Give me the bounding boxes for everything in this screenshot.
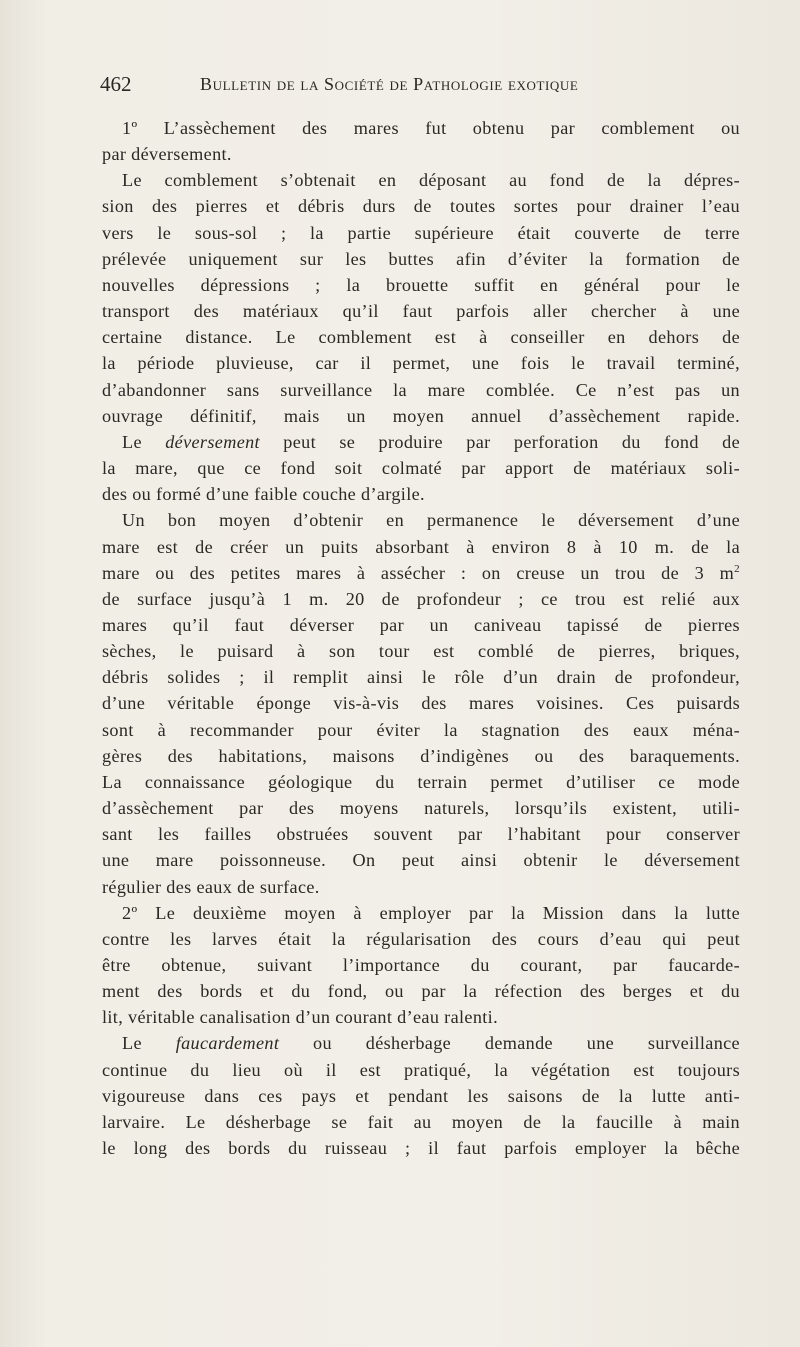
- text-line: [102, 560, 740, 586]
- text-line: prélevée uniquement sur les buttes afin d’éviter la formation de: [102, 248, 740, 269]
- text-span: peut se produire par perforation du fond de: [259, 431, 740, 452]
- text-line: Le comblement s’obtenait en déposant au fond de la dépres-: [122, 170, 740, 191]
- text-line: certaine distance. Le comblement est à conseiller en dehors de: [102, 327, 740, 348]
- text-span: Le: [122, 1033, 176, 1054]
- text-line: vers le sous-sol ; la partie supérieure était couverte de terre: [102, 222, 740, 243]
- text-line: la mare, que ce fond soit colmaté par apport de matériaux soli-: [102, 458, 740, 479]
- text-span: mare ou des petites mares à assécher : on creuse un trou de 3 m: [102, 562, 735, 583]
- text-line: ment des bords et du fond, ou par la réfection des berges et du: [102, 981, 740, 1002]
- text-line: d’abandonner sans surveillance la mare comblée. Ce n’est pas un: [102, 379, 740, 400]
- text-line: gères des habitations, maisons d’indigènes ou des baraquements.: [102, 745, 740, 766]
- text-line: La connaissance géologique du terrain permet d’utiliser ce mode: [102, 771, 740, 792]
- text-line: sont à recommander pour éviter la stagnation des eaux ména-: [102, 719, 740, 740]
- text-line: sant les failles obstruées souvent par l’habitant pour conserver: [102, 824, 740, 845]
- text-line: d’assèchement par des moyens naturels, lorsqu’ils existent, utili-: [102, 798, 740, 819]
- text-span: ou désherbage demande une surveillance: [279, 1033, 740, 1054]
- text-line: une mare poissonneuse. On peut ainsi obtenir le déversement: [102, 850, 740, 871]
- superscript: 2: [734, 562, 740, 575]
- text-line: d’une véritable éponge vis-à-vis des mares voisines. Ces puisards: [102, 693, 740, 714]
- text-line: mares qu’il faut déverser par un caniveau tapissé de pierres: [102, 614, 740, 635]
- text-line: vigoureuse dans ces pays et pendant les saisons de la lutte anti-: [102, 1085, 740, 1106]
- running-head: Bulletin de la Société de Pathologie exotique: [200, 74, 579, 94]
- text-line: débris solides ; il remplit ainsi le rôle d’un drain de profondeur,: [102, 667, 740, 688]
- page-number: 462: [100, 72, 132, 96]
- text-line: [102, 429, 740, 455]
- text-line: transport des matériaux qu’il faut parfois aller chercher à une: [102, 301, 740, 322]
- italic-term: déversement: [165, 431, 260, 452]
- text-line: contre les larves était la régularisation des cours d’eau qui peut: [102, 928, 740, 949]
- text-line: des ou formé d’une faible couche d’argile.: [102, 484, 425, 505]
- text-line: le long des bords du ruisseau ; il faut parfois employer la bêche: [102, 1138, 740, 1159]
- text-line: larvaire. Le désherbage se fait au moyen de la faucille à main: [102, 1111, 740, 1132]
- text-line: ouvrage définitif, mais un moyen annuel d’assèchement rapide.: [102, 405, 740, 426]
- text-line: de surface jusqu’à 1 m. 20 de profondeur ; ce trou est relié aux: [102, 588, 740, 609]
- page-header: [100, 72, 740, 100]
- text-line: 2º Le deuxième moyen à employer par la Mission dans la lutte: [122, 902, 740, 923]
- text-line: Un bon moyen d’obtenir en permanence le déversement d’une: [122, 510, 740, 531]
- text-span: Le: [122, 431, 166, 452]
- body-text: [102, 115, 740, 1161]
- text-line: 1º L’assèchement des mares fut obtenu par comblement ou: [122, 118, 740, 138]
- text-line: continue du lieu où il est pratiqué, la végétation est toujours: [102, 1059, 740, 1080]
- text-line: être obtenue, suivant l’importance du courant, par faucarde-: [102, 955, 740, 975]
- text-line: la période pluvieuse, car il permet, une fois le travail terminé,: [102, 353, 740, 374]
- text-line: sion des pierres et débris durs de toutes sortes pour drainer l’eau: [102, 196, 740, 217]
- text-line: [102, 1030, 740, 1056]
- italic-term: faucardement: [175, 1033, 280, 1054]
- text-line: par déversement.: [102, 144, 232, 165]
- text-line: régulier des eaux de surface.: [102, 876, 320, 897]
- text-line: mare est de créer un puits absorbant à environ 8 à 10 m. de la: [102, 536, 740, 557]
- text-line: sèches, le puisard à son tour est comblé de pierres, briques,: [102, 641, 740, 662]
- text-line: nouvelles dépressions ; la brouette suffit en général pour le: [102, 274, 740, 295]
- text-line: lit, véritable canalisation d’un courant d’eau ralenti.: [102, 1007, 498, 1028]
